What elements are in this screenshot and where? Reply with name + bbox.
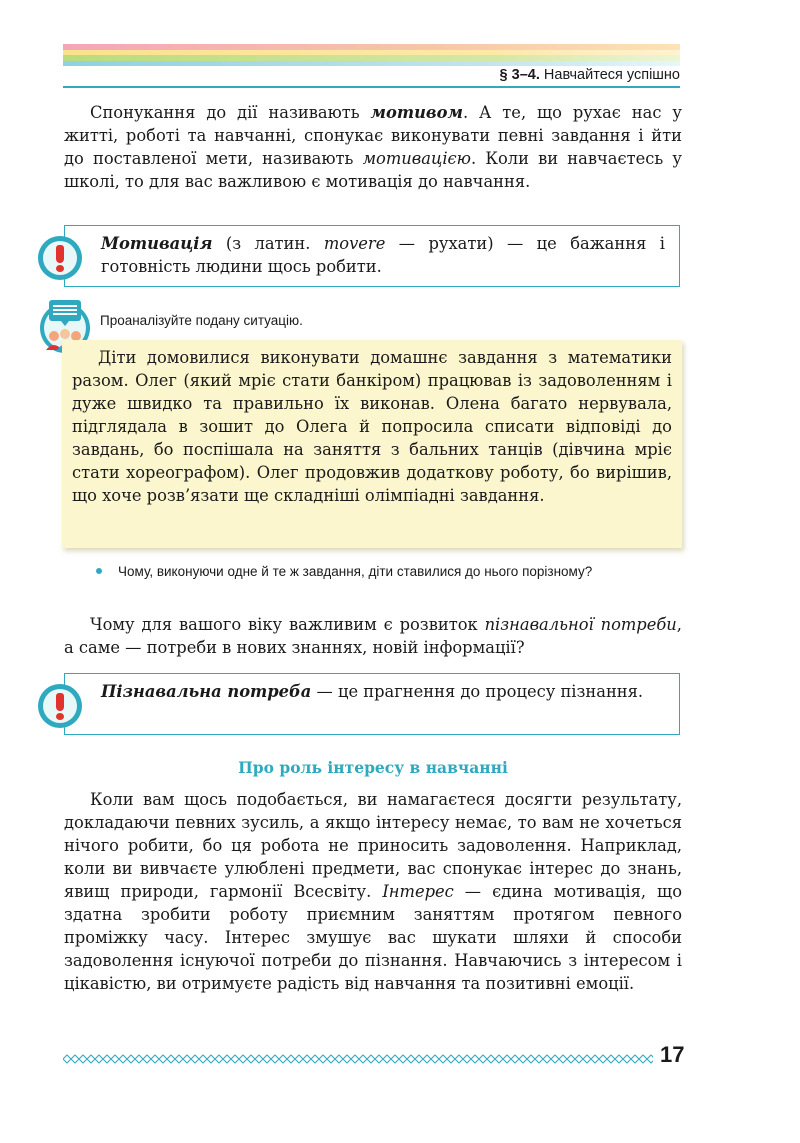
definition-term: Мотивація bbox=[101, 234, 213, 253]
exclamation-icon bbox=[38, 236, 82, 280]
definition-box-motivation bbox=[64, 225, 680, 287]
text-fragment: — єдина мотивація, що здатна зробити роботу приємним заняттям протягом певного проміжку часу. Інтерес змушує вас шукати шляхи й способи задоволення існуючої потреби до пізнання. Навчаючись з інтересом і цікавістю, ви отримуєте радість від навчання та позитивні емоції. bbox=[64, 882, 682, 993]
situation-box bbox=[62, 340, 682, 548]
question-text: Чому, виконуючи одне й те ж завдання, діти ставилися до нього порізному? bbox=[118, 564, 593, 579]
section-title: Навчайтеся успішно bbox=[543, 67, 680, 83]
paragraph-cognitive-need bbox=[64, 613, 682, 659]
text-fragment: Чому для вашого віку важливим є розвиток bbox=[90, 615, 485, 634]
running-header bbox=[63, 64, 680, 86]
text-fragment: (з латин. bbox=[212, 234, 324, 253]
text-fragment: . Коли ви навчаєтесь у школі, то для вас важливою є мотивація до навчання. bbox=[64, 149, 683, 191]
situation-content: Діти домовилися виконувати домашнє завдання з математики разом. Олег (який мріє стати банкіром) працював із задоволенням і дуже швидко та правильно їх виконав. Олена багато нервувала, підглядала в зошит до Олега й попросила списати відповіді до завдань, бо поспішала на заняття з бальних танців (дівчина мріє стати хореографом). Олег продовжив додаткову роботу, бо вирішив, що хоче розв’язати ще складніші олімпіадні завдання. bbox=[72, 348, 672, 505]
footer-ornament bbox=[63, 1053, 653, 1065]
section-heading: Про роль інтересу в навчанні bbox=[238, 758, 508, 777]
discussion-prompt: Проаналізуйте подану ситуацію. bbox=[100, 313, 303, 328]
definition-text bbox=[101, 232, 665, 278]
header-divider bbox=[63, 86, 680, 88]
bullet-icon bbox=[96, 568, 102, 574]
text-fragment: — рухати) — це бажання і готовність людини щось робити. bbox=[101, 234, 665, 276]
paragraph-motive bbox=[64, 101, 682, 193]
definition-box-cognitive-need bbox=[64, 673, 680, 735]
header-color-stripes bbox=[63, 44, 680, 66]
text-fragment: . А те, що рухає нас у житті, роботі та навчанні, спонукає виконувати певні завдання і йти до поставленої мети, називають bbox=[64, 103, 682, 168]
text-fragment: , а саме — потреби в нових знаннях, новій інформації? bbox=[64, 615, 682, 657]
term-motivation: мотивацією bbox=[362, 149, 471, 168]
text-fragment: Коли вам щось подобається, ви намагаєтеся досягти результату, докладаючи певних зусиль, а якщо інтересу немає, то вам не хочеться нічого робити, бо ця робота не приносить задоволення. Наприклад, коли ви вивчаєте улюблені предмети, вас спонукає інтерес до знань, явищ природи, гармонії Всесвіту. bbox=[64, 790, 682, 901]
term-interest: Інтерес bbox=[382, 882, 454, 901]
text-fragment: Спонукання до дії називають bbox=[90, 103, 371, 122]
section-number: § 3–4. bbox=[499, 67, 540, 83]
latin-word: movere bbox=[323, 234, 386, 253]
page-number: 17 bbox=[660, 1042, 685, 1067]
paragraph-interest bbox=[64, 788, 682, 995]
definition-term: Пізнавальна потреба bbox=[101, 682, 312, 701]
definition-text bbox=[101, 680, 665, 703]
term-motive: мотивом bbox=[370, 103, 463, 122]
exclamation-icon bbox=[38, 684, 82, 728]
situation-text bbox=[72, 346, 672, 507]
term-cognitive-need: пізнавальної потреби bbox=[484, 615, 677, 634]
text-fragment: — це прагнення до процесу пізнання. bbox=[311, 682, 644, 701]
